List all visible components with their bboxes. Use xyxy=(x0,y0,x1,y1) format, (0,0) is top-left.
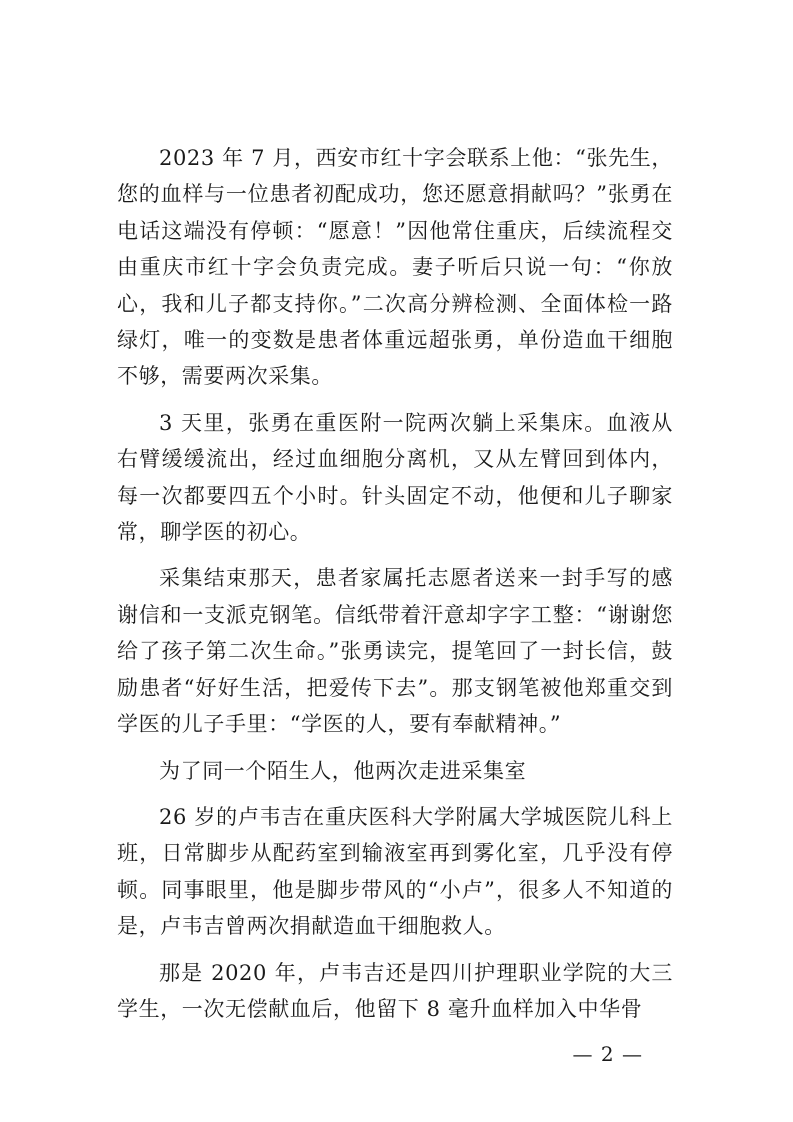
paragraph-3: 采集结束那天，患者家属托志愿者送来一封手写的感谢信和一支派克钢笔。信纸带着汗意却字字工整：“谢谢您给了孩子第二次生命。”张勇读完，提笔回了一封长信，鼓励患者“好好生活，把爱传下去”。那支钢笔被他郑重交到学医的儿子手里：“学医的人，要有奉献精神。” xyxy=(117,566,673,737)
paragraph-4: 26 岁的卢韦吉在重庆医科大学附属大学城医院儿科上班，日常脚步从配药室到输液室再到雾化室，几乎没有停顿。同事眼里，他是脚步带风的“小卢”，很多人不知道的是，卢韦吉曾两次捐献造血干细胞救人。 xyxy=(117,804,673,939)
paragraph-1: 2023 年 7 月，西安市红十字会联系上他：“张先生，您的血样与一位患者初配成功，您还愿意捐献吗？”张勇在电话这端没有停顿：“愿意！”因他常住重庆，后续流程交由重庆市红十字会负责完成。妻子听后只说一句：“你放心，我和儿子都支持你。”二次高分辨检测、全面体检一路绿灯，唯一的变数是患者体重远超张勇，单份造血干细胞不够，需要两次采集。 xyxy=(117,146,673,389)
paragraph-5: 那是 2020 年，卢韦吉还是四川护理职业学院的大三学生，一次无偿献血后，他留下 8 毫升血样加入中华骨 xyxy=(117,960,673,1021)
document-body xyxy=(117,140,673,1027)
paragraph-2: 3 天里，张勇在重医附一院两次躺上采集床。血液从右臂缓缓流出，经过血细胞分离机，又从左臂回到体内，每一次都要四五个小时。针头固定不动，他便和儿子聊家常，聊学医的初心。 xyxy=(117,410,673,545)
page-number: — 2 — xyxy=(572,1042,643,1066)
section-heading: 为了同一个陌生人，他两次走进采集室 xyxy=(159,758,527,783)
